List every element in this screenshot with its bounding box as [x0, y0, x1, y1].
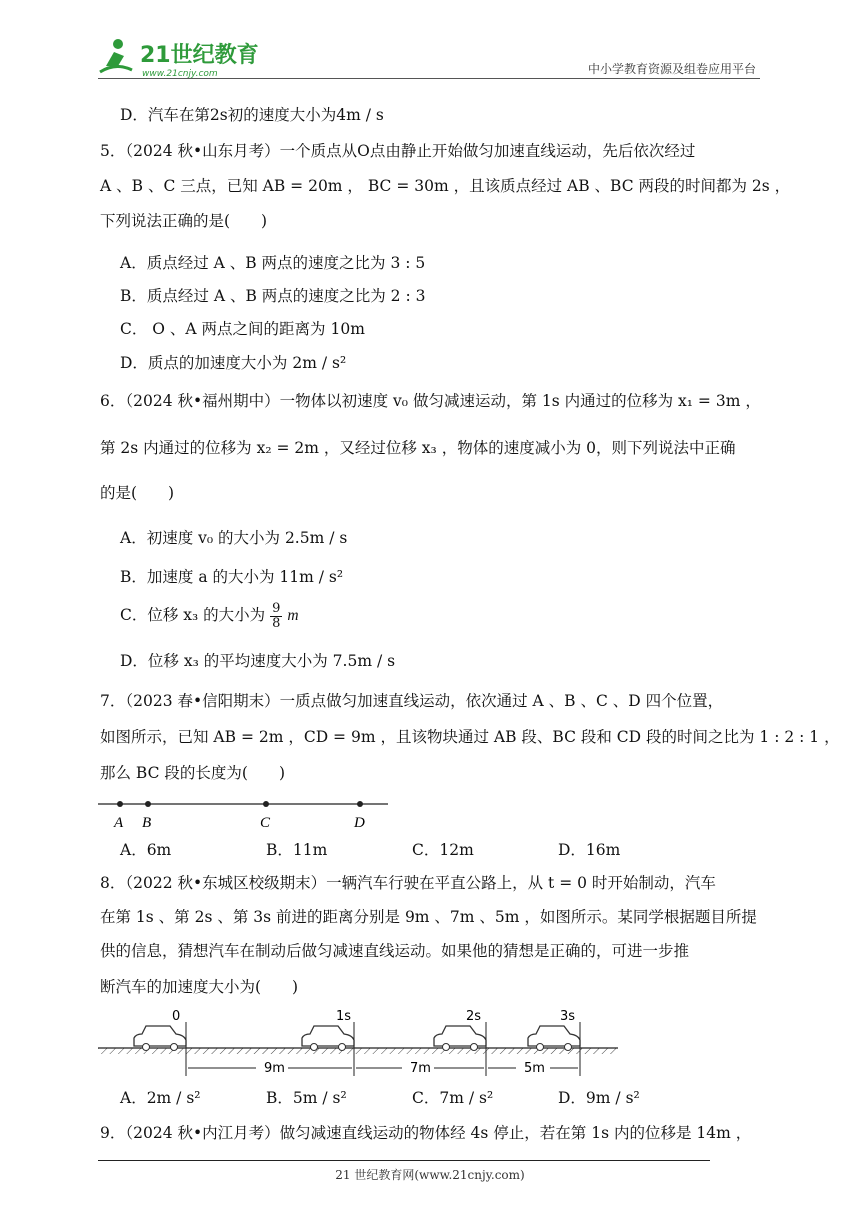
car-icon — [302, 1026, 354, 1051]
footer-text: 21 世纪教育网(www.21cnjy.com) — [335, 1168, 525, 1182]
q8-option-a: A．2m / s² — [120, 1089, 201, 1107]
q7-option-a: A．6m — [120, 841, 172, 859]
fraction-numerator: 9 — [272, 600, 281, 616]
q7-option-b: B．11m — [266, 841, 328, 859]
q8-options — [120, 1086, 704, 1108]
q7-line2: 如图所示，已知 AB = 2m ，CD = 9m ，且该物块通过 AB 段、BC 段和 CD 段的时间之比为 1 : 2 : 1 ， — [100, 728, 840, 746]
q7-option-d: D．16m — [558, 841, 621, 859]
q8-option-c: C．7m / s² — [412, 1089, 494, 1107]
q8-option-d: D．9m / s² — [558, 1089, 640, 1107]
q8-line1: 8．（2022 秋•东城区校级期末）一辆汽车行驶在平直公路上，从 t = 0 时开始制动，汽车 — [100, 874, 716, 892]
q7-line1: 7．（2023 春•信阳期末）一质点做匀加速直线运动，依次通过 A 、B 、C 、D 四个位置， — [100, 692, 724, 710]
q5-option-d: D．质点的加速度大小为 2m / s² — [120, 354, 347, 372]
q6-line1: 6．（2024 秋•福州期中）一物体以初速度 v₀ 做匀减速运动，第 1s 内通过的位移为 x₁ = 3m ， — [100, 392, 761, 410]
q4-option-d: D．汽车在第2s初的速度大小为4m / s — [120, 106, 384, 124]
point-c-label: C — [260, 815, 271, 830]
q5-option-b: B．质点经过 A 、B 两点的速度之比为 2 : 3 — [120, 287, 426, 305]
q6-option-a: A．初速度 v₀ 的大小为 2.5m / s — [120, 529, 348, 547]
site-logo — [96, 36, 266, 80]
point-d-dot — [357, 801, 363, 807]
q6-line3: 的是( ) — [100, 484, 175, 502]
point-b-label: B — [142, 815, 152, 830]
q5-option-c: C． O 、A 两点之间的距离为 10m — [120, 320, 365, 338]
q7-options — [120, 838, 704, 860]
q8-line2: 在第 1s 、第 2s 、第 3s 前进的距离分别是 9m 、7m 、5m ，如图所示。某同学根据题目所提 — [100, 908, 757, 926]
logo-url: www.21cnjy.com — [142, 69, 218, 79]
header-divider — [98, 78, 760, 79]
q7-option-c: C．12m — [412, 841, 474, 859]
q5-option-a: A．质点经过 A 、B 两点的速度之比为 3 : 5 — [120, 254, 426, 272]
car-icon — [134, 1026, 186, 1051]
q5-line3: 下列说法正确的是( ) — [100, 212, 268, 230]
time-label-0: 0 — [172, 1009, 181, 1024]
time-label-3s: 3s — [560, 1009, 576, 1024]
q6-option-b: B．加速度 a 的大小为 11m / s² — [120, 568, 344, 586]
q6-option-c-text: C．位移 x₃ 的大小为 — [120, 606, 266, 624]
fraction-denominator: 8 — [272, 615, 281, 631]
q8-line4: 断汽车的加速度大小为( ) — [100, 978, 299, 996]
distance-label-5m: 5m — [524, 1061, 545, 1076]
point-a-dot — [117, 801, 123, 807]
footer-divider — [98, 1160, 710, 1161]
car-icon — [528, 1026, 580, 1051]
q8-line3: 供的信息，猜想汽车在制动后做匀减速直线运动。如果他的猜想是正确的，可进一步推 — [100, 942, 690, 960]
distance-label-9m: 9m — [264, 1061, 285, 1076]
time-label-1s: 1s — [336, 1009, 352, 1024]
point-d-label: D — [354, 815, 365, 830]
q8-option-b: B．5m / s² — [266, 1089, 347, 1107]
logo-text: 21世纪教育 — [140, 43, 259, 68]
car-icon — [434, 1026, 486, 1051]
q9-line1: 9．（2024 秋•内江月考）做匀减速直线运动的物体经 4s 停止，若在第 1s 内的位移是 14m ， — [100, 1124, 752, 1142]
q5-line1: 5．（2024 秋•山东月考）一个质点从O点由静止开始做匀加速直线运动，先后依次经过 — [100, 142, 696, 160]
q6-option-c-unit: m — [287, 607, 299, 624]
point-a-label: A — [114, 815, 124, 830]
header-platform-text: 中小学教育资源及组卷应用平台 — [587, 62, 756, 76]
time-label-2s: 2s — [466, 1009, 482, 1024]
q6-option-c — [120, 598, 299, 633]
point-b-dot — [145, 801, 151, 807]
runner-logo-icon — [96, 36, 266, 80]
q6-option-c-fraction — [270, 602, 282, 631]
q8-car-diagram — [96, 1008, 626, 1080]
q7-line3: 那么 BC 段的长度为( ) — [100, 764, 285, 782]
q6-option-d: D．位移 x₃ 的平均速度大小为 7.5m / s — [120, 652, 396, 670]
q5-line2: A 、B 、C 三点，已知 AB = 20m ， BC = 30m ，且该质点经过 AB 、BC 两段的时间都为 2s ， — [100, 177, 791, 195]
point-c-dot — [263, 801, 269, 807]
distance-label-7m: 7m — [410, 1061, 431, 1076]
q7-line-diagram — [96, 796, 396, 830]
q6-line2: 第 2s 内通过的位移为 x₂ = 2m ，又经过位移 x₃ ，物体的速度减小为 0，则下列说法中正确 — [100, 439, 736, 457]
